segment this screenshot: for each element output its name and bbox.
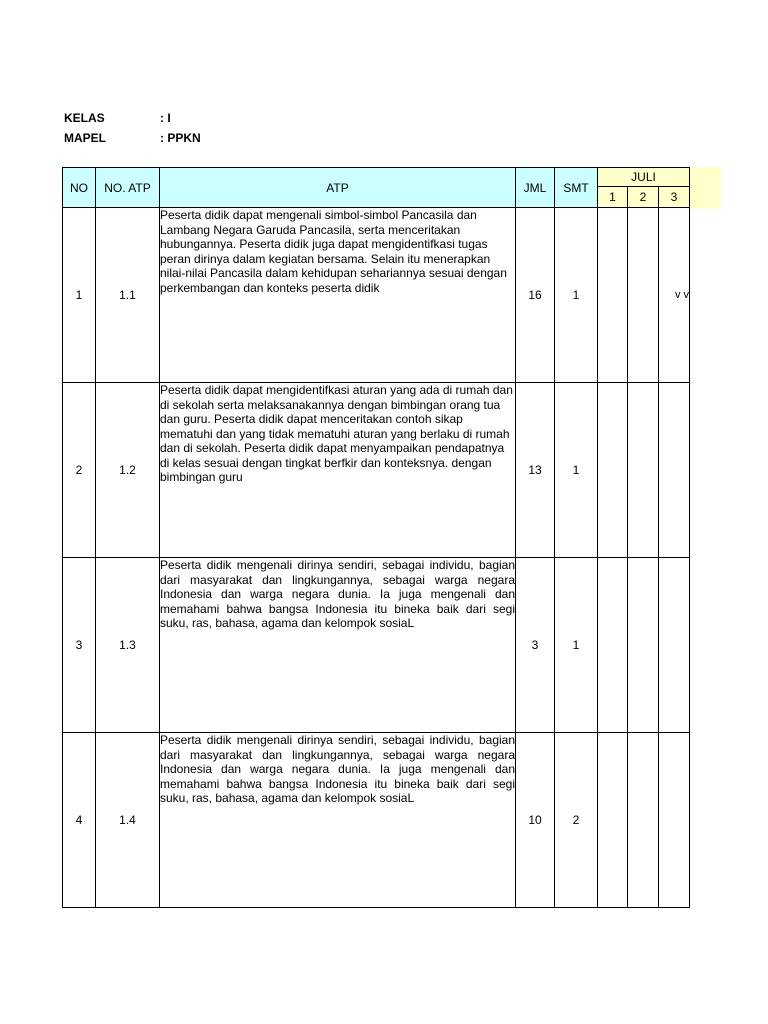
row-week-1: [598, 558, 628, 733]
table-row: [63, 558, 690, 733]
header-no-atp: NO. ATP: [96, 168, 160, 208]
row-jml: 16: [516, 208, 555, 383]
row-week-2: [628, 383, 659, 558]
header-smt: SMT: [555, 168, 598, 208]
header-jml: JML: [516, 168, 555, 208]
kelas-label: KELAS: [64, 111, 105, 125]
table-row: [63, 733, 690, 908]
row-no: 3: [63, 558, 96, 733]
mapel-value: : PPKN: [160, 131, 201, 145]
row-week-3: [659, 558, 690, 733]
row-jml: 10: [516, 733, 555, 908]
header-no: NO: [63, 168, 96, 208]
row-jml: 3: [516, 558, 555, 733]
kelas-value: : I: [160, 111, 171, 125]
row-no: 2: [63, 383, 96, 558]
row-atp-description: Peserta didik mengenali dirinya sendiri, sebagai individu, bagian dari masyarakat dan lingkungannya, sebagai warga negara Indonesia dan warga negara dunia. Ia juga mengenali dan memahami bahwa bangsa Indonesia itu bineka baik dari segi suku, ras, bahasa, agama dan kelompok sosiaL: [160, 733, 516, 908]
row-week-2: [628, 558, 659, 733]
row-week-3: [659, 733, 690, 908]
row-week-3: [659, 383, 690, 558]
row-week-2: [628, 208, 659, 383]
row-smt: 2: [555, 733, 598, 908]
row-no-atp: 1.4: [96, 733, 160, 908]
row-smt: 1: [555, 383, 598, 558]
row-smt: 1: [555, 208, 598, 383]
atp-table: [62, 167, 690, 908]
header-week-3: 3: [659, 187, 690, 208]
row-atp-description: Peserta didik dapat mengenali simbol-simbol Pancasila dan Lambang Negara Garuda Pancasila, serta menceritakan hubungannya. Peserta didik juga dapat mengidentifkasi tugas peran dirinya dalam kegiatan bersama. Selain itu menerapkan nilai-nilai Pancasila dalam kehidupan sehariannya sesuai dengan perkembangan dan konteks peserta didik: [160, 208, 516, 383]
table-row: [63, 208, 690, 383]
row-week-3: v v: [659, 208, 690, 383]
row-no-atp: 1.3: [96, 558, 160, 733]
table-row: [63, 383, 690, 558]
header-month-juli: JULI: [598, 168, 690, 187]
row-no-atp: 1.1: [96, 208, 160, 383]
row-week-1: [598, 383, 628, 558]
header-atp: ATP: [160, 168, 516, 208]
row-week-1: [598, 733, 628, 908]
row-no: 4: [63, 733, 96, 908]
row-smt: 1: [555, 558, 598, 733]
row-week-1: [598, 208, 628, 383]
row-atp-description: Peserta didik mengenali dirinya sendiri, sebagai individu, bagian dari masyarakat dan lingkungannya, sebagai warga negara Indonesia dan warga negara dunia. Ia juga mengenali dan memahami bahwa bangsa Indonesia itu bineka baik dari segi suku, ras, bahasa, agama dan kelompok sosiaL: [160, 558, 516, 733]
header-week-2: 2: [628, 187, 659, 208]
header-week-1: 1: [598, 187, 628, 208]
row-jml: 13: [516, 383, 555, 558]
row-no: 1: [63, 208, 96, 383]
row-atp-description: Peserta didik dapat mengidentifkasi aturan yang ada di rumah dan di sekolah serta melaksanakannya dengan bimbingan orang tua dan guru. Peserta didik dapat menceritakan contoh sikap mematuhi dan yang tidak mematuhi aturan yang berlaku di rumah dan di sekolah. Peserta didik dapat menyampaikan pendapatnya di kelas sesuai dengan tingkat berfkir dan konteksnya. dengan bimbingan guru: [160, 383, 516, 558]
row-no-atp: 1.2: [96, 383, 160, 558]
juli-header-extension: [690, 167, 721, 209]
row-week-2: [628, 733, 659, 908]
mapel-label: MAPEL: [64, 131, 106, 145]
